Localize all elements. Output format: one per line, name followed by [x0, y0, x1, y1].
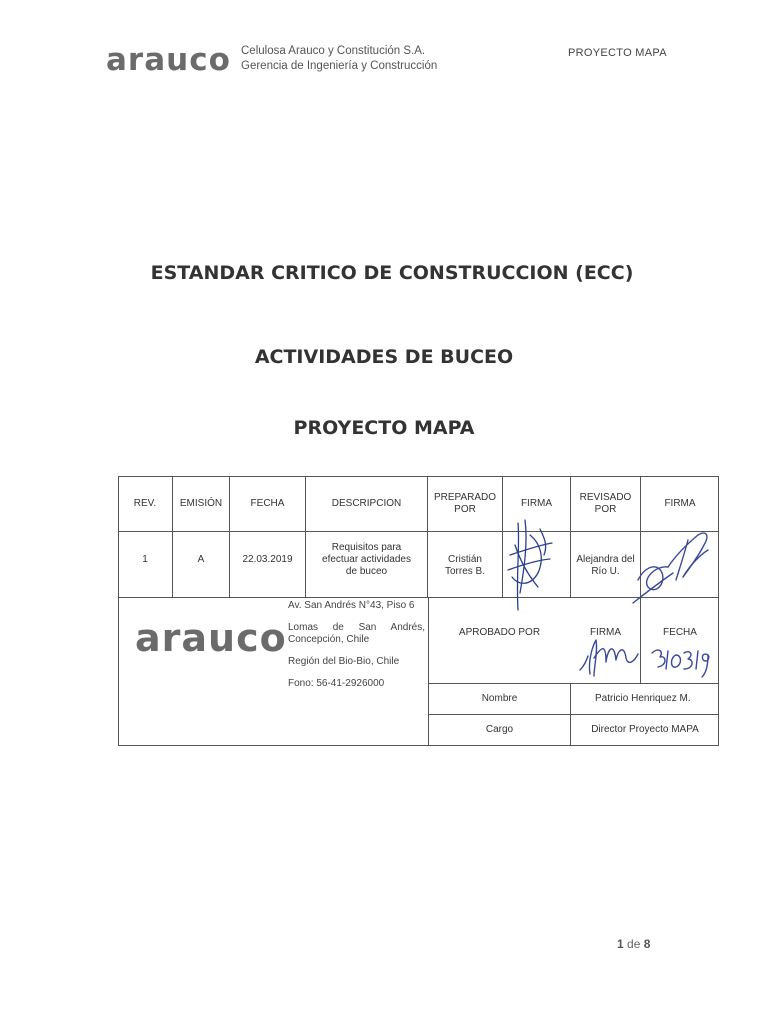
address-line-2: Lomas de San Andrés, Concepción, Chile	[288, 622, 425, 645]
header-fecha: FECHA	[250, 497, 285, 509]
company-department: Gerencia de Ingeniería y Construcción	[241, 60, 438, 72]
cell-preparado-por: Cristián Torres B.	[444, 553, 485, 577]
cell-fecha: 22.03.2019	[242, 553, 293, 565]
cell-descripcion: Requisitos para efectuar actividades de buceo	[322, 541, 411, 577]
approval-date-label: FECHA	[663, 627, 697, 638]
page-separator: de	[627, 937, 641, 951]
company-info	[241, 44, 437, 74]
company-address	[288, 598, 425, 690]
nombre-label: Nombre	[481, 693, 518, 704]
header-logo: arauco	[106, 42, 231, 78]
cell-revisado-por: Alejandra del Río U.	[576, 553, 635, 577]
signature-revisado-por	[628, 525, 718, 610]
company-name: Celulosa Arauco y Constitución S.A.	[241, 45, 426, 57]
page-total: 8	[643, 937, 651, 951]
address-line-3: Región del Bio-Bio, Chile	[288, 656, 400, 667]
page-number	[617, 937, 650, 951]
header-preparado-por: PREPARADO POR	[433, 491, 497, 515]
approval-logo: arauco	[135, 616, 287, 660]
header-revisado-por: REVISADO POR	[579, 491, 632, 515]
header-firma-preparado: FIRMA	[520, 497, 553, 509]
cargo-value: Director Proyecto MAPA	[591, 724, 699, 735]
document-project: PROYECTO MAPA	[293, 417, 475, 439]
header-emision: EMISIÓN	[179, 497, 223, 509]
document-subtitle: ACTIVIDADES DE BUCEO	[254, 346, 514, 368]
page-current: 1	[617, 937, 624, 951]
cell-emision: A	[197, 553, 205, 565]
header-firma-revisado: FIRMA	[664, 497, 696, 509]
header-rev: REV.	[133, 497, 157, 509]
nombre-value: Patricio Henriquez M.	[595, 693, 691, 704]
header-project-name: PROYECTO MAPA	[568, 47, 667, 59]
document-title: ESTANDAR CRITICO DE CONSTRUCCION (ECC)	[150, 262, 634, 284]
approved-by-label: APROBADO POR	[458, 627, 541, 638]
cargo-label: Cargo	[485, 724, 514, 735]
signature-aprobado-por	[572, 632, 652, 682]
phone-number: Fono: 56-41-2926000	[288, 678, 385, 689]
handwritten-date	[650, 645, 712, 679]
cell-rev: 1	[142, 553, 148, 565]
revision-table	[118, 476, 719, 746]
address-line-1: Av. San Andrés N°43, Piso 6	[288, 600, 415, 611]
approval-signature-label: FIRMA	[589, 627, 622, 638]
header-descripcion: DESCRIPCION	[331, 497, 402, 509]
signature-preparado-por	[500, 515, 560, 610]
